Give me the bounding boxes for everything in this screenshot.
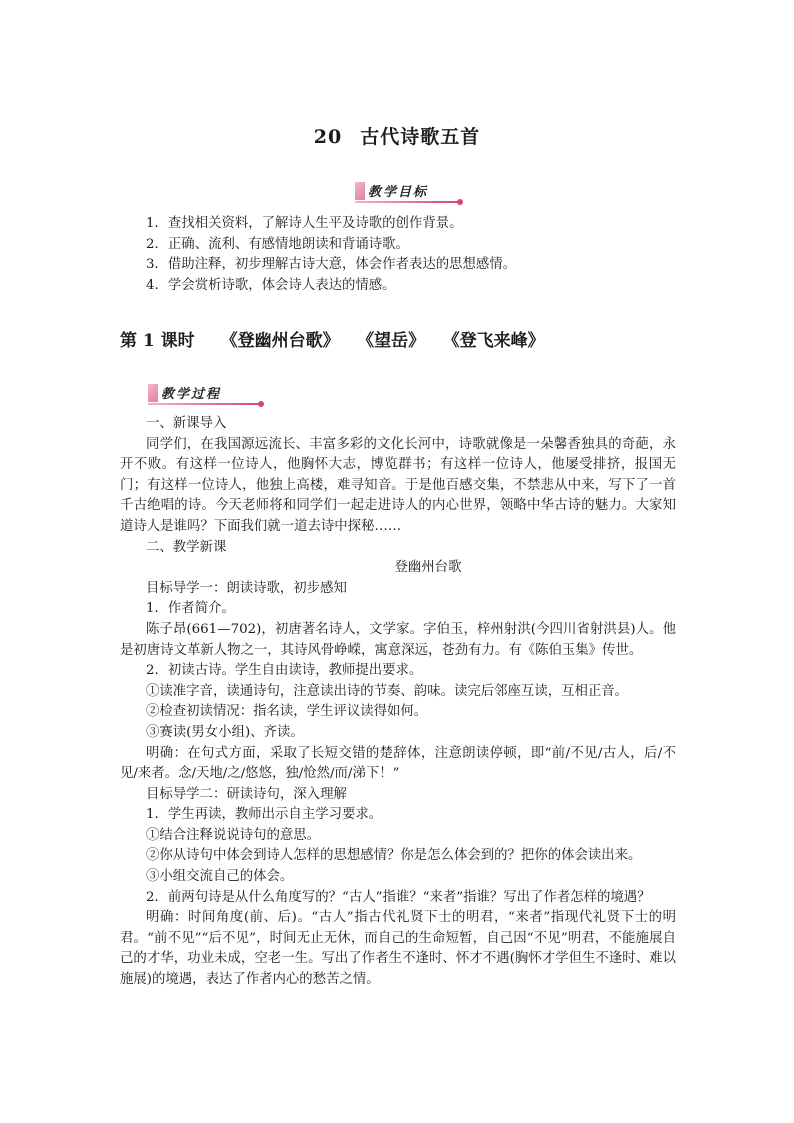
- clarification-two: 明确：时间角度(前、后)。“古人”指古代礼贤下士的明君，“来者”指现代礼贤下士的明君。“前不见”“后不见”，时间无止无休，而自己的生命短暂，自己因“不见”明君，不能施展自己的才华，功业未成，空老一生。写出了作者生不逢时、怀才不遇(胸怀才学但生不逢时、难以施展)的境遇，表达了作者内心的愁苦之情。: [120, 910, 676, 988]
- objective-item: 1．查找相关资料，了解诗人生平及诗歌的创作背景。: [146, 216, 463, 231]
- clarification-one: 明确：在句式方面，采取了长短交错的楚辞体，注意朗读停顿，即“前/不见/古人，后/不见/来者。念/天地/之/悠悠，独/怆然/而/涕下！”: [120, 745, 676, 782]
- poem-title: 登幽州台歌: [394, 560, 462, 576]
- objective-item: 4．学会赏析诗歌，体会诗人表达的情感。: [146, 277, 396, 293]
- objective-item: 2．正确、流利、有感情地朗读和背诵诗歌。: [146, 236, 409, 252]
- author-paragraph: 陈子昂(661—702)，初唐著名诗人，文学家。字伯玉，梓州射洪(今四川省射洪县)人。他是初唐诗文革新人物之一，其诗风骨峥嵘，寓意深远，苍劲有力。有《陈伯玉集》传世。: [120, 621, 676, 658]
- reread-item: ②你从诗句中体会到诗人怎样的思想感情？你是怎么体会到的？把你的体会读出来。: [146, 848, 642, 864]
- lesson-title: [0, 122, 794, 149]
- process-tag: [148, 383, 264, 405]
- new-lesson-heading: 二、教学新课: [146, 539, 227, 555]
- goal-one: 目标导学一：朗读诗歌，初步感知: [146, 580, 347, 596]
- reading-item: ①读准字音，读通诗句，注意读出诗的节奏、韵味。读完后邻座互读，互相正音。: [146, 683, 629, 699]
- lesson-number: 20: [313, 126, 343, 148]
- objective-item: 3．借助注释，初步理解古诗大意，体会作者表达的思想感情。: [146, 257, 517, 273]
- poem-title-1: 《登幽州台歌》: [220, 331, 340, 351]
- intro-heading: 一、新课导入: [146, 416, 227, 431]
- objectives-tag: [355, 181, 463, 203]
- tag-dot-icon: [457, 199, 463, 205]
- objectives-tag-label: 教学目标: [368, 185, 429, 200]
- reread-item: ①结合注释说说诗句的意思。: [146, 827, 321, 843]
- reading-heading: 2．初读古诗。学生自由读诗，教师提出要求。: [146, 663, 423, 679]
- poem-title-2: 《望岳》: [365, 331, 426, 351]
- tag-underline: [148, 403, 260, 405]
- reread-heading: 1．学生再读，教师出示自主学习要求。: [146, 807, 383, 823]
- period-heading: [120, 326, 571, 351]
- poem-title-3: 《登飞来峰》: [451, 331, 545, 351]
- process-tag-label: 教学过程: [161, 387, 222, 402]
- objectives-list: [120, 214, 676, 296]
- process-content: [120, 414, 676, 991]
- reading-item: ③赛读(男女小组)、齐读。: [146, 724, 304, 740]
- period-label: 第 1 课时: [120, 331, 195, 351]
- goal-two: 目标导学二：研读诗句，深入理解: [146, 786, 347, 802]
- tag-underline: [355, 201, 459, 203]
- reading-item: ②检查初读情况：指名读，学生评议读得如何。: [146, 704, 428, 720]
- tag-bar-icon: [355, 182, 365, 200]
- reread-item: ③小组交流自己的体会。: [146, 869, 294, 885]
- tag-dot-icon: [258, 401, 264, 407]
- intro-paragraph: 同学们，在我国源远流长、丰富多彩的文化长河中，诗歌就像是一朵馨香独具的奇葩，永开不败。有这样一位诗人，他胸怀大志，博览群书；有这样一位诗人，他屡受排挤，报国无门；有这样一位诗人，他独上高楼，难寻知音。于是他百感交集，不禁悲从中来，写下了一首千古绝唱的诗。今天老师将和同学们一起走进诗人的内心世界，领略中华古诗的魅力。大家知道诗人是谁吗？下面我们就一道去诗中探秘……: [120, 436, 676, 534]
- author-heading: 1．作者简介。: [146, 601, 235, 617]
- lesson-name: 古代诗歌五首: [360, 126, 481, 148]
- tag-bar-icon: [148, 384, 158, 402]
- question-two: 2．前两句诗是从什么角度写的？“古人”指谁？“来者”指谁？写出了作者怎样的境遇？: [146, 889, 651, 905]
